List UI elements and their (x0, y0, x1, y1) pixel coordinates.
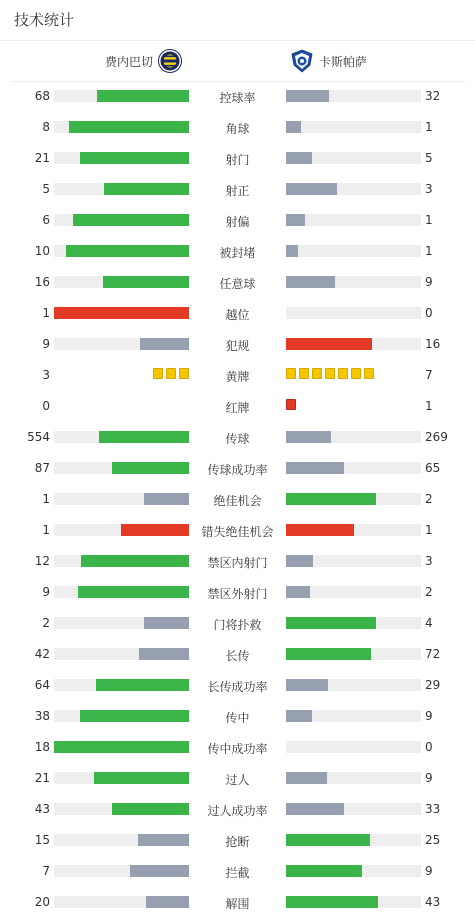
stat-label: 禁区内射门 (207, 556, 268, 570)
stat-label: 长传 (225, 649, 250, 663)
yellow-card-icon (166, 368, 176, 379)
home-value: 2 (42, 616, 50, 630)
home-value: 21 (34, 771, 50, 785)
home-value: 10 (34, 244, 50, 258)
home-value: 1 (42, 492, 50, 506)
home-team-name: 费内巴切 (104, 54, 153, 69)
home-value: 3 (42, 368, 50, 382)
home-bar-track (54, 741, 189, 753)
away-value: 72 (425, 647, 441, 661)
yellow-card-icon (364, 368, 374, 379)
stat-row (0, 887, 475, 918)
home-bar (54, 307, 189, 319)
home-value: 42 (34, 647, 50, 661)
away-value: 9 (425, 709, 433, 723)
away-value: 0 (425, 306, 433, 320)
away-bar (286, 865, 362, 877)
away-bar (286, 586, 310, 598)
away-bar (286, 617, 376, 629)
away-bar-track (286, 617, 421, 629)
home-bar (81, 555, 189, 567)
stat-row (0, 205, 475, 236)
stat-row (0, 112, 475, 143)
away-bar-track (286, 586, 421, 598)
away-bar (286, 276, 335, 288)
away-bar-track (286, 493, 421, 505)
stat-label: 红牌 (225, 401, 250, 415)
home-bar (97, 90, 189, 102)
stat-label: 任意球 (219, 277, 256, 291)
stat-label: 抢断 (225, 835, 250, 849)
away-bar (286, 772, 327, 784)
away-value: 3 (425, 554, 433, 568)
home-bar-track (54, 865, 189, 877)
home-bar-track (54, 524, 189, 536)
away-bar (286, 214, 305, 226)
home-bar (146, 896, 189, 908)
home-bar (66, 245, 189, 257)
home-bar-track (54, 617, 189, 629)
home-bar-track (54, 772, 189, 784)
stat-label: 拦截 (225, 866, 250, 880)
stat-row (0, 639, 475, 670)
home-cards (153, 368, 189, 381)
stat-label: 被封堵 (219, 246, 256, 260)
stat-row (0, 825, 475, 856)
stat-label: 犯规 (225, 339, 250, 353)
away-value: 1 (425, 523, 433, 537)
stat-row (0, 236, 475, 267)
away-team[interactable] (290, 41, 367, 81)
home-bar-track (54, 431, 189, 443)
stat-row (0, 174, 475, 205)
stat-row (0, 391, 475, 422)
away-value: 2 (425, 585, 433, 599)
stat-label: 角球 (225, 122, 250, 136)
away-bar-track (286, 245, 421, 257)
away-value: 16 (425, 337, 441, 351)
home-value: 21 (34, 151, 50, 165)
home-bar-track (54, 152, 189, 164)
home-bar-track (54, 245, 189, 257)
home-bar-track (54, 803, 189, 815)
stat-label: 解围 (225, 897, 250, 911)
stat-row (0, 329, 475, 360)
home-bar (78, 586, 189, 598)
away-value: 7 (425, 368, 433, 382)
away-value: 29 (425, 678, 441, 692)
away-bar-track (286, 307, 421, 319)
stat-row (0, 701, 475, 732)
stat-row (0, 298, 475, 329)
yellow-card-icon (351, 368, 361, 379)
home-value: 87 (34, 461, 50, 475)
away-bar (286, 648, 371, 660)
away-value: 9 (425, 864, 433, 878)
away-value: 0 (425, 740, 433, 754)
yellow-card-icon (299, 368, 309, 379)
home-team[interactable] (105, 41, 182, 81)
home-bar-track (54, 834, 189, 846)
home-bar-track (54, 183, 189, 195)
kasimpasa-logo-icon (290, 49, 314, 73)
stat-label: 过人 (225, 773, 250, 787)
home-value: 68 (34, 89, 50, 103)
stat-row (0, 267, 475, 298)
teams-header (10, 41, 465, 82)
yellow-card-icon (325, 368, 335, 379)
away-bar-track (286, 276, 421, 288)
home-value: 5 (42, 182, 50, 196)
away-bar-track (286, 431, 421, 443)
away-bar (286, 679, 328, 691)
away-value: 1 (425, 244, 433, 258)
away-bar (286, 121, 301, 133)
home-value: 8 (42, 120, 50, 134)
away-bar (286, 462, 344, 474)
away-bar-track (286, 834, 421, 846)
home-bar (104, 183, 189, 195)
home-bar-track (54, 679, 189, 691)
home-value: 9 (42, 585, 50, 599)
home-bar (103, 276, 189, 288)
stat-label: 控球率 (219, 91, 256, 105)
home-value: 20 (34, 895, 50, 909)
home-bar (138, 834, 189, 846)
stat-label: 越位 (225, 308, 250, 322)
stat-label: 过人成功率 (207, 804, 268, 818)
home-value: 6 (42, 213, 50, 227)
away-value: 9 (425, 771, 433, 785)
home-bar (80, 710, 189, 722)
home-value: 9 (42, 337, 50, 351)
stat-row (0, 360, 475, 391)
away-bar (286, 431, 331, 443)
away-bar (286, 803, 344, 815)
away-bar (286, 183, 337, 195)
away-value: 65 (425, 461, 441, 475)
away-value: 1 (425, 399, 433, 413)
away-bar (286, 896, 378, 908)
away-bar-track (286, 679, 421, 691)
away-bar-track (286, 121, 421, 133)
home-bar-track (54, 710, 189, 722)
stat-label: 绝佳机会 (213, 494, 262, 508)
away-bar (286, 555, 313, 567)
home-bar (94, 772, 189, 784)
home-bar (121, 524, 189, 536)
home-bar-track (54, 648, 189, 660)
home-bar (144, 493, 189, 505)
yellow-card-icon (179, 368, 189, 379)
stat-row (0, 608, 475, 639)
home-bar-track (54, 586, 189, 598)
away-cards (286, 399, 296, 412)
home-bar (112, 462, 189, 474)
away-value: 32 (425, 89, 441, 103)
stat-label: 禁区外射门 (207, 587, 268, 601)
away-bar-track (286, 555, 421, 567)
home-value: 16 (34, 275, 50, 289)
away-bar-track (286, 648, 421, 660)
away-value: 5 (425, 151, 433, 165)
stat-row (0, 670, 475, 701)
away-bar-track (286, 772, 421, 784)
away-value: 269 (425, 430, 448, 444)
away-value: 43 (425, 895, 441, 909)
away-bar-track (286, 896, 421, 908)
home-bar (54, 741, 189, 753)
home-bar-track (54, 121, 189, 133)
away-value: 1 (425, 120, 433, 134)
stat-row (0, 763, 475, 794)
home-bar (73, 214, 189, 226)
away-bar-track (286, 462, 421, 474)
away-bar (286, 152, 312, 164)
away-bar-track (286, 338, 421, 350)
stat-label: 传中 (225, 711, 250, 725)
home-value: 18 (34, 740, 50, 754)
away-team-name: 卡斯帕萨 (319, 54, 368, 69)
home-bar-track (54, 896, 189, 908)
home-bar-track (54, 90, 189, 102)
away-value: 33 (425, 802, 441, 816)
yellow-card-icon (338, 368, 348, 379)
away-bar (286, 90, 329, 102)
home-bar (130, 865, 189, 877)
home-bar-track (54, 338, 189, 350)
stat-row (0, 143, 475, 174)
away-value: 25 (425, 833, 441, 847)
home-value: 43 (34, 802, 50, 816)
away-bar (286, 245, 298, 257)
home-bar-track (54, 276, 189, 288)
home-bar-track (54, 307, 189, 319)
yellow-card-icon (312, 368, 322, 379)
home-value: 1 (42, 523, 50, 537)
stat-label: 长传成功率 (207, 680, 268, 694)
away-bar-track (286, 524, 421, 536)
yellow-card-icon (153, 368, 163, 379)
home-bar-track (54, 462, 189, 474)
stat-row (0, 546, 475, 577)
yellow-card-icon (286, 368, 296, 379)
fenerbahce-logo-icon (158, 49, 182, 73)
stat-row (0, 794, 475, 825)
home-bar (140, 338, 189, 350)
away-bar (286, 493, 376, 505)
stat-label: 错失绝佳机会 (201, 525, 274, 539)
home-bar (144, 617, 189, 629)
home-bar (99, 431, 189, 443)
away-bar-track (286, 803, 421, 815)
home-value: 554 (27, 430, 50, 444)
away-bar-track (286, 741, 421, 753)
home-bar-track (54, 493, 189, 505)
home-value: 64 (34, 678, 50, 692)
stat-label: 传球 (225, 432, 250, 446)
stat-label: 门将扑救 (213, 618, 262, 632)
home-value: 7 (42, 864, 50, 878)
away-value: 1 (425, 213, 433, 227)
away-bar-track (286, 90, 421, 102)
home-bar (112, 803, 189, 815)
home-bar-track (54, 555, 189, 567)
away-bar-track (286, 183, 421, 195)
away-bar (286, 834, 370, 846)
home-bar (139, 648, 189, 660)
stat-label: 射正 (225, 184, 250, 198)
home-value: 38 (34, 709, 50, 723)
stat-row (0, 732, 475, 763)
page-title: 技术统计 (0, 0, 475, 41)
away-bar-track (286, 710, 421, 722)
stat-label: 传中成功率 (207, 742, 268, 756)
stat-row (0, 577, 475, 608)
stat-row (0, 856, 475, 887)
stat-row (0, 81, 475, 112)
away-bar-track (286, 152, 421, 164)
home-bar (96, 679, 189, 691)
away-cards (286, 368, 374, 381)
stat-row (0, 422, 475, 453)
stat-row (0, 453, 475, 484)
stat-label: 传球成功率 (207, 463, 268, 477)
home-value: 1 (42, 306, 50, 320)
home-value: 0 (42, 399, 50, 413)
home-bar (80, 152, 189, 164)
away-value: 4 (425, 616, 433, 630)
away-bar-track (286, 214, 421, 226)
stat-row (0, 484, 475, 515)
away-bar (286, 338, 372, 350)
home-bar (69, 121, 189, 133)
stat-label: 射门 (225, 153, 250, 167)
red-card-icon (286, 399, 296, 410)
away-bar (286, 710, 312, 722)
stat-label: 射偏 (225, 215, 250, 229)
away-value: 3 (425, 182, 433, 196)
home-bar-track (54, 214, 189, 226)
away-value: 2 (425, 492, 433, 506)
away-bar (286, 524, 354, 536)
home-value: 15 (34, 833, 50, 847)
away-bar-track (286, 865, 421, 877)
away-value: 9 (425, 275, 433, 289)
home-value: 12 (34, 554, 50, 568)
stat-label: 黄牌 (225, 370, 250, 384)
stat-row (0, 515, 475, 546)
